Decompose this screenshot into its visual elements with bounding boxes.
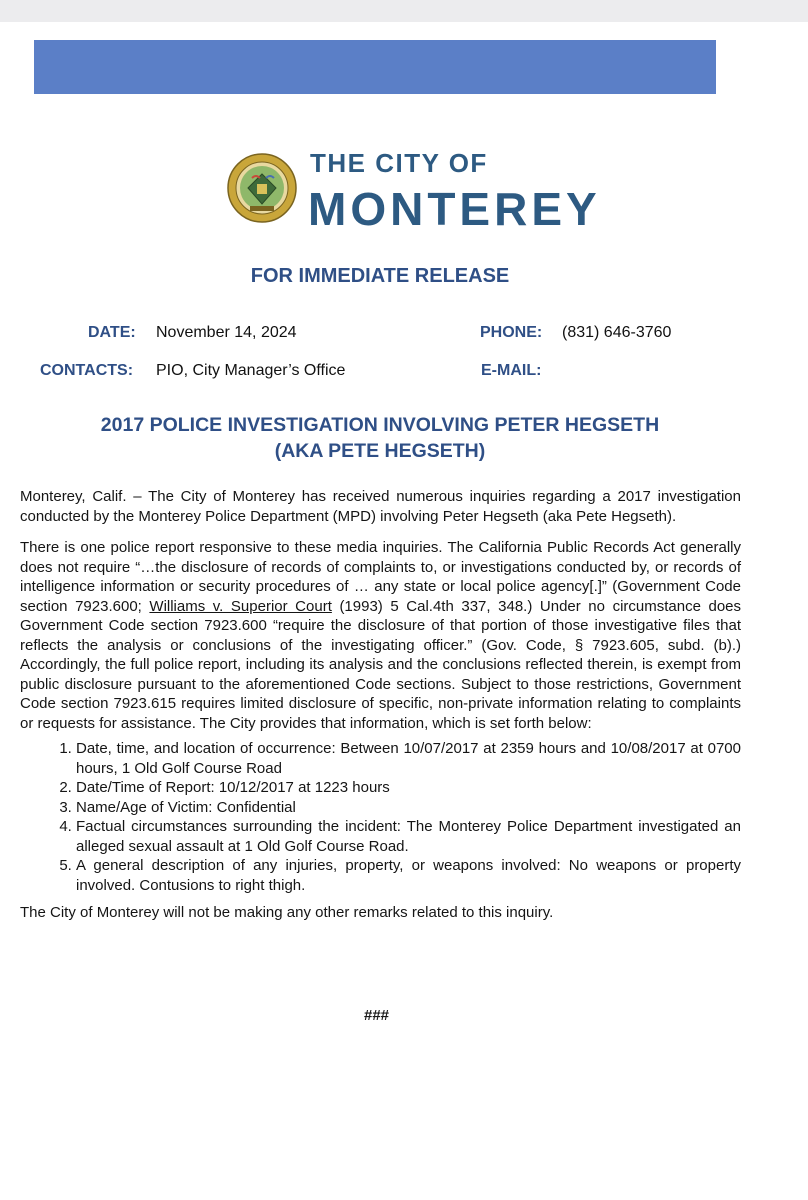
title-line-1: 2017 POLICE INVESTIGATION INVOLVING PETER HEGSETH: [100, 414, 660, 436]
document-body: [20, 487, 741, 935]
list-item: 3. Name/Age of Victim: Confidential: [76, 798, 741, 818]
list-item: 1. Date, time, and location of occurrence: Between 10/07/2017 at 2359 hours and 10/08/2017 at 0700 hours, 1 Old Golf Course Road: [76, 739, 741, 778]
disclosure-list: [20, 739, 741, 895]
release-heading: FOR IMMEDIATE RELEASE: [250, 265, 510, 287]
contacts-value: PIO, City Manager’s Office: [156, 362, 346, 379]
city-seal-logo: [226, 152, 298, 224]
title-line-2: (AKA PETE HEGSETH): [274, 440, 486, 462]
city-of-text: THE CITY OF: [310, 148, 488, 178]
contacts-label: CONTACTS:: [40, 362, 134, 379]
records-act-text-a: There is one police report responsive to these media inquiries. The California Public Records Act generally does not require “…the disclosure of records of complaints to, or investigations conducted by, or records of intelligence information or security procedures of … any state or local police agency[.]” (Government Code section 7923.600;: [20, 539, 741, 615]
document-title: [0, 412, 760, 464]
list-item: 5. A general description of any injuries, property, or weapons involved: No weapons or property involved. Contusions to right thigh.: [76, 856, 741, 895]
list-item: 4. Factual circumstances surrounding the incident: The Monterey Police Department investigated an alleged sexual assault at 1 Old Golf Course Road.: [76, 817, 741, 856]
records-act-paragraph: [20, 538, 741, 733]
header-banner: [34, 40, 716, 94]
date-value: November 14, 2024: [156, 324, 297, 341]
browser-top-strip: [0, 0, 808, 23]
intro-paragraph: Monterey, Calif. – The City of Monterey has received numerous inquiries regarding a 2017 investigation conducted by the Monterey Police Department (MPD) involving Peter Hegseth (aka Pete Hegseth).: [20, 488, 741, 525]
list-item: 2. Date/Time of Report: 10/12/2017 at 1223 hours: [76, 778, 741, 798]
end-mark: ###: [364, 1007, 390, 1024]
phone-label: PHONE:: [480, 324, 543, 341]
records-act-text-b: (1993) 5 Cal.4th 337, 348.) Under no circumstance does Government Code section 7923.600 “require the disclosure of that portion of those investigative files that reflects the analysis or conclusions of the investigating officer.” (Gov. Code, § 7923.605, subd. (b).) Accordingly, the full police report, including its analysis and the conclusions reflected therein, is exempt from public disclosure pursuant to the aforementioned Code sections. Subject to those restrictions, Government Code section 7923.615 requires limited disclosure of specific, non-private information relating to complaints or requests for assistance. The City provides that information, which is set forth below:: [20, 597, 742, 732]
case-citation: Williams v. Superior Court: [149, 597, 332, 615]
email-label: E-MAIL:: [481, 362, 542, 379]
phone-value: (831) 646-3760: [562, 324, 672, 341]
date-label: DATE:: [88, 324, 136, 341]
closing-paragraph: The City of Monterey will not be making any other remarks related to this inquiry.: [20, 904, 554, 921]
city-name-text: MONTEREY: [308, 183, 601, 235]
press-release-page: [0, 22, 808, 1200]
